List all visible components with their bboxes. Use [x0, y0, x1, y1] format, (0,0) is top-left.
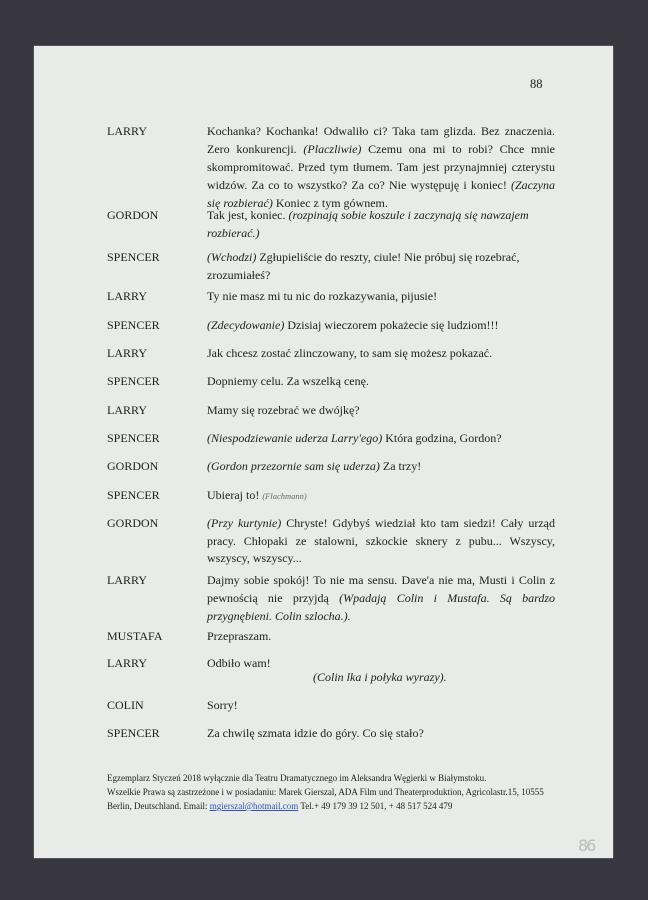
speaker-name: SPENCER [107, 431, 160, 445]
spoken-text: Dopniemy celu. Za wszelką cenę. [207, 374, 369, 388]
stage-direction: (Zdecydowanie) [207, 318, 285, 332]
dialogue-line [207, 373, 555, 389]
spoken-text: Czemu ona mi to robi? Chce mnie [361, 142, 556, 156]
speaker-name: SPENCER [107, 726, 160, 740]
stage-direction: (Zaczyna [511, 178, 555, 192]
spoken-text: Ty nie masz mi tu nic do rozkazywania, pijusie! [207, 289, 438, 303]
dialogue-line [207, 590, 555, 606]
footer-line-2: Wszelkie Prawa są zastrzeżone i w posiadaniu: Marek Gierszal, ADA Film und Theaterproduktion, Agricolastr.15, 10555 [107, 787, 544, 797]
dialogue-line [207, 225, 555, 241]
spoken-text: Zero konkurencji. [207, 142, 304, 156]
stage-direction: (Gordon przezornie sam się uderza) [207, 459, 380, 473]
dialogue-line [207, 249, 555, 265]
spoken-text: Tak jest, koniec. [207, 208, 289, 222]
dialogue-line [207, 725, 555, 741]
footer-line-1: Egzemplarz Styczeń 2018 wyłącznie dla Teatru Dramatycznego im Aleksandra Węgierki w Białymstoku. [107, 773, 487, 783]
dialogue-line [207, 550, 555, 566]
email-link[interactable]: mgierszal@hotmail.com [209, 801, 299, 811]
dialogue-line [207, 267, 555, 283]
speaker-name: LARRY [107, 656, 148, 670]
spoken-text: skompromitować. Przed tym tłumem. Tam jest przynajmniej czterystu [207, 160, 555, 174]
dialogue-line [207, 533, 555, 549]
spoken-text: Koniec z tym gównem. [272, 196, 388, 210]
spoken-text: Chryste! Gdybyś wiedział kto tam siedzi! Cały urząd [281, 516, 555, 530]
spoken-text: Dzisiaj wieczorem pokażecie się ludziom!!! [284, 318, 499, 332]
dialogue-line [207, 288, 555, 304]
page-number: 88 [530, 77, 543, 91]
footer-line-3 [107, 800, 452, 812]
stage-direction: (Flachmann) [262, 491, 307, 501]
spoken-text: wszyscy, wszyscy... [207, 551, 302, 565]
dialogue-line [207, 159, 555, 175]
speaker-name: MUSTAFA [107, 629, 163, 643]
spoken-text: Ubieraj to! [207, 488, 263, 502]
spoken-text: pracy. Chłopaki ze stalowni, szkockie sknery z pubu... Wszyscy, [207, 534, 555, 548]
dialogue-line [207, 430, 555, 446]
spoken-text: Odbiło wam! [207, 656, 271, 670]
spoken-text: Przepraszam. [207, 629, 272, 643]
dialogue-line [207, 123, 555, 139]
speaker-name: GORDON [107, 459, 159, 473]
dialogue-line [207, 177, 555, 193]
spoken-text: Sorry! [207, 698, 238, 712]
stage-direction: (Przy kurtynie) [207, 516, 282, 530]
speaker-name: GORDON [107, 516, 159, 530]
stage-direction: przygnębieni. Colin szlocha.). [207, 609, 351, 623]
stage-direction: (Wpadają Colin i Mustafa. Są bardzo [339, 591, 555, 605]
handwritten-page-number: 86 [578, 836, 595, 855]
speaker-name: LARRY [107, 346, 148, 360]
spoken-text: widzów. Za co to wszystko? Za co? Nie występuję i koniec! [207, 178, 511, 192]
stage-direction-aside: (Colin lka i połyka wyrazy). [313, 670, 447, 684]
stage-direction: się rozbierać) [207, 196, 273, 210]
spoken-text: zrozumiałeś? [207, 268, 271, 282]
dialogue-line [207, 402, 555, 418]
spoken-text: Za trzy! [379, 459, 422, 473]
dialogue-line [207, 608, 555, 624]
dialogue-line [207, 628, 555, 644]
spoken-text: Dajmy sobie spokój! To nie ma sensu. Dave'a nie ma, Musti i Colin z [207, 573, 555, 587]
dialogue-line [207, 487, 555, 503]
stage-direction: (Niespodziewanie uderza Larry'ego) [207, 431, 383, 445]
spoken-text: Za chwilę szmata idzie do góry. Co się stało? [207, 726, 424, 740]
speaker-name: SPENCER [107, 488, 160, 502]
dialogue-line [207, 697, 555, 713]
speaker-name: LARRY [107, 573, 148, 587]
speaker-name: LARRY [107, 289, 148, 303]
speaker-name: LARRY [107, 124, 148, 138]
spoken-text: Kochanka? Kochanka! Odwaliło ci? Taka tam glizda. Bez znaczenia. [207, 124, 555, 138]
stage-direction: (Placzliwie) [303, 142, 362, 156]
speaker-name: LARRY [107, 403, 148, 417]
dialogue-line [207, 515, 555, 531]
stage-direction: (rozpinają sobie koszule i zaczynają się nawzajem [288, 208, 529, 222]
stage-direction: rozbierać.) [207, 226, 260, 240]
dialogue-line [207, 572, 555, 588]
spoken-text: pewnością nie przyjdą [207, 591, 340, 605]
dialogue-line [207, 317, 555, 333]
speaker-name: SPENCER [107, 318, 160, 332]
spoken-text: Zgłupieliście do reszty, ciule! Nie próbuj się rozebrać, [256, 250, 520, 264]
spoken-text: Mamy się rozebrać we dwójkę? [207, 403, 360, 417]
speaker-name: SPENCER [107, 374, 160, 388]
dialogue-line [207, 207, 555, 223]
footer-prefix: Berlin, Deutschland. Email: [107, 801, 210, 811]
spoken-text: Która godzina, Gordon? [382, 431, 502, 445]
speaker-name: COLIN [107, 698, 144, 712]
footer-phone: Tel.+ 49 179 39 12 501, + 48 517 524 479 [298, 801, 453, 811]
speaker-name: GORDON [107, 208, 159, 222]
dialogue-line [207, 141, 555, 157]
dialogue-line [207, 345, 555, 361]
speaker-name: SPENCER [107, 250, 160, 264]
stage-direction: (Wchodzi) [207, 250, 257, 264]
spoken-text: Jak chcesz zostać zlinczowany, to sam się możesz pokazać. [207, 346, 493, 360]
dialogue-line [207, 458, 555, 474]
